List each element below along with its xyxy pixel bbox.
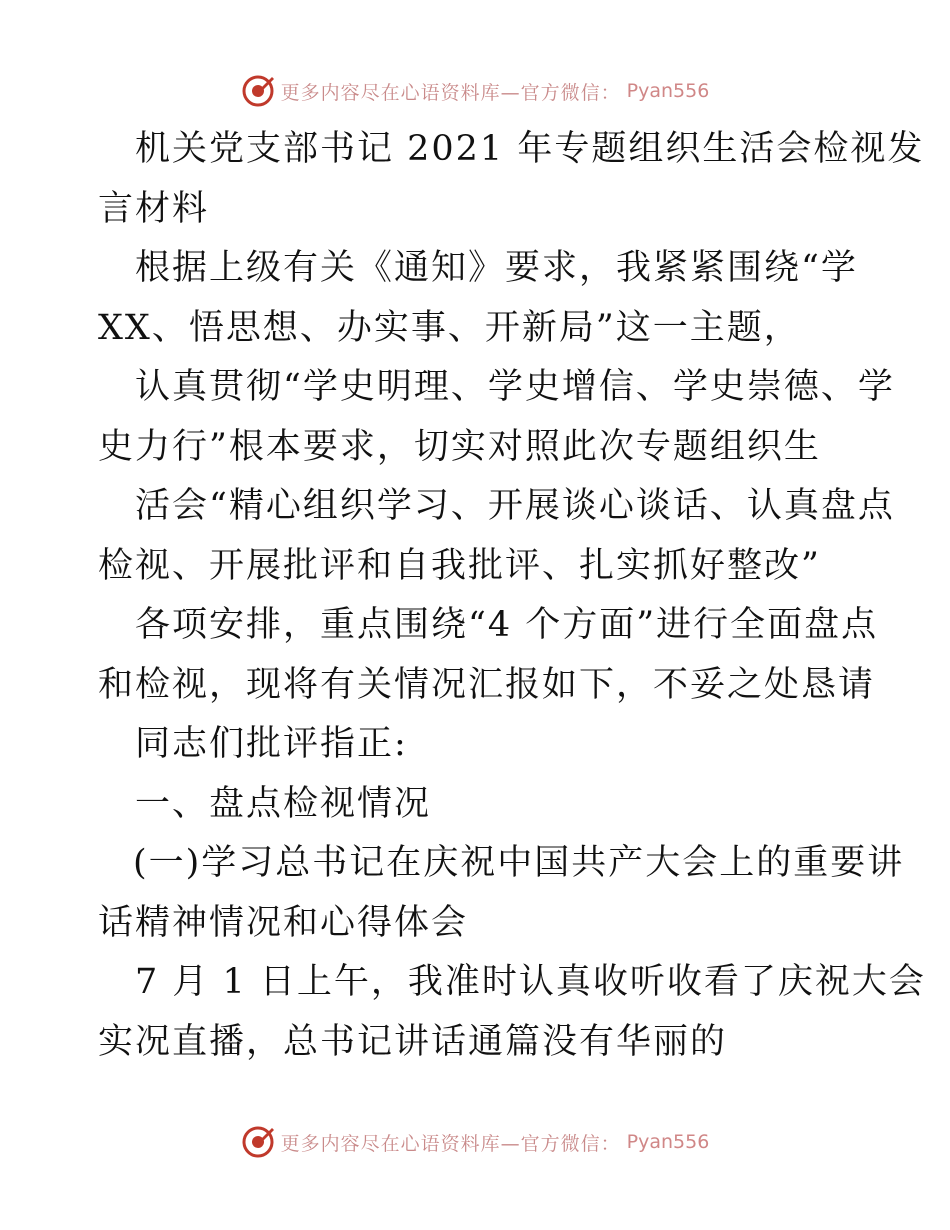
paragraph-line: 各项安排，重点围绕“4 个方面”进行全面盘点: [135, 605, 879, 645]
paragraph-line: 7 月 1 日上午，我准时认真收听收看了庆祝大会: [135, 962, 926, 1002]
watermark-bottom: [0, 1125, 950, 1159]
document-body: [98, 120, 926, 1072]
pen-logo-icon: [241, 1125, 275, 1159]
pen-logo-icon: [241, 74, 275, 108]
paragraph-line: 认真贯彻“学史明理、学史增信、学史崇德、学: [135, 367, 895, 407]
paragraph-line: 同志们批评指正:: [135, 724, 408, 764]
watermark-wechat-id: Pyan556: [626, 1131, 710, 1153]
paragraph-line: 根据上级有关《通知》要求，我紧紧围绕“学: [135, 248, 858, 288]
paragraph-line: 实况直播，总书记讲话通篇没有华丽的: [98, 1021, 728, 1062]
document-title: 机关党支部书记 2021 年专题组织生活会检视发: [135, 129, 925, 169]
paragraph-line: XX、悟思想、办实事、开新局”这一主题，: [98, 307, 801, 348]
section-heading: 一、盘点检视情况: [135, 783, 432, 824]
paragraph-line: 检视、开展批评和自我批评、扎实抓好整改”: [98, 545, 821, 586]
watermark-text: 更多内容尽在心语资料库—官方微信：: [280, 81, 621, 104]
watermark-text: 更多内容尽在心语资料库—官方微信：: [280, 1132, 621, 1155]
document-title-continued: 言材料: [98, 188, 210, 229]
watermark-wechat-id: Pyan556: [626, 80, 710, 102]
subsection-heading: (一)学习总书记在庆祝中国共产大会上的重要讲: [133, 843, 905, 883]
subsection-heading-continued: 话精神情况和心得体会: [98, 902, 469, 943]
paragraph-line: 活会“精心组织学习、开展谈心谈话、认真盘点: [135, 486, 895, 526]
paragraph-line: 和检视，现将有关情况汇报如下，不妥之处恳请: [98, 664, 876, 705]
watermark-top: [0, 74, 950, 108]
paragraph-line: 史力行”根本要求，切实对照此次专题组织生: [98, 426, 821, 467]
